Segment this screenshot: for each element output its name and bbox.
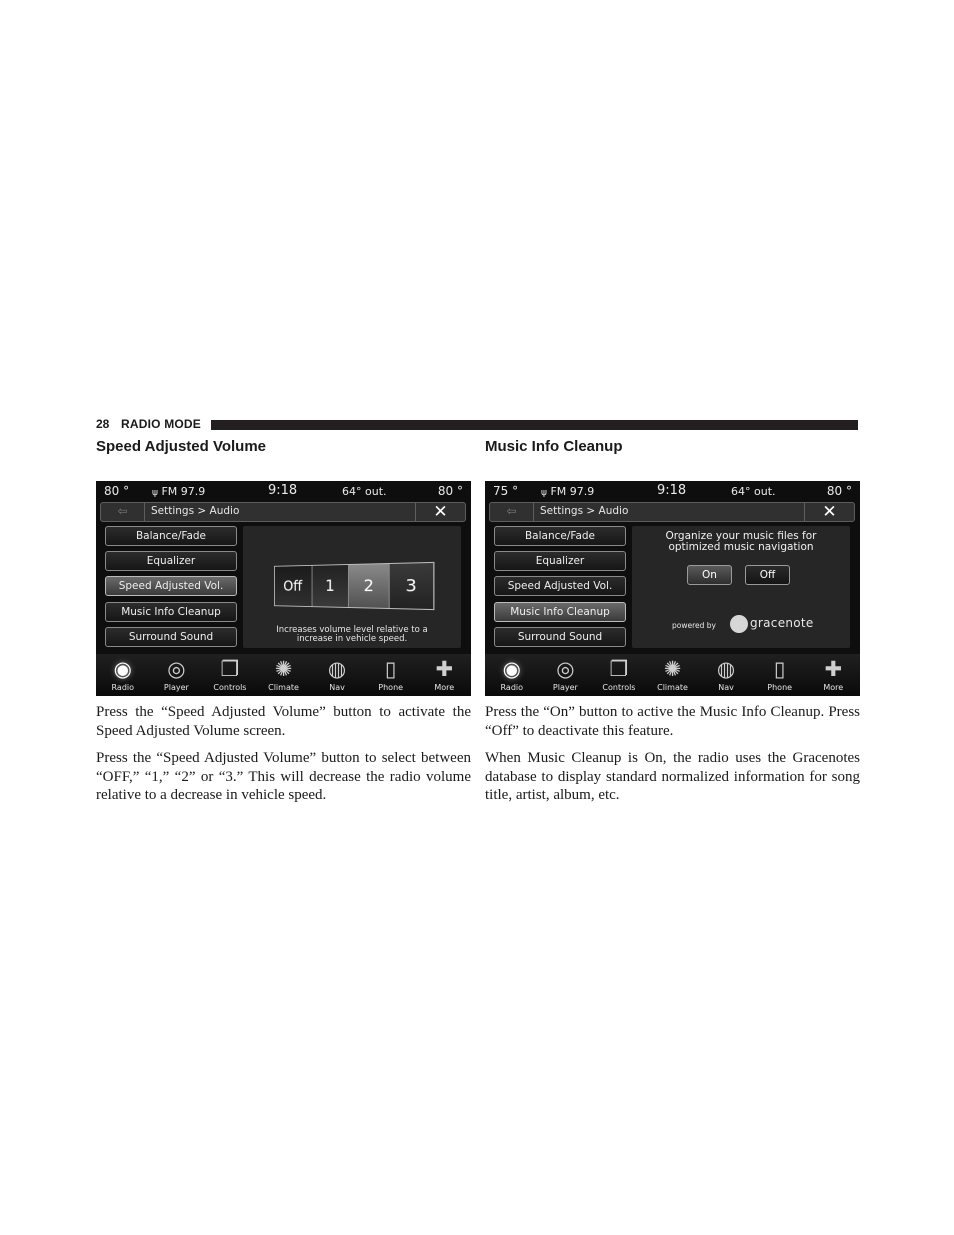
clock: 9:18 xyxy=(657,483,687,498)
breadcrumb: Settings > Audio xyxy=(540,505,629,517)
page-number: 28 xyxy=(96,417,110,431)
speed-adjusted-volume-heading: Speed Adjusted Volume xyxy=(96,438,267,455)
music-info-cleanup-heading: Music Info Cleanup xyxy=(485,438,623,455)
player-icon: ◎ xyxy=(167,657,186,681)
equalizer-button[interactable]: Equalizer xyxy=(105,551,237,571)
nav-phone[interactable]: ▯ Phone xyxy=(378,657,404,692)
nav-climate[interactable]: ✺ Climate xyxy=(268,657,299,692)
player-icon: ◎ xyxy=(556,657,575,681)
close-icon[interactable]: ✕ xyxy=(415,503,465,521)
level-off-button[interactable]: Off xyxy=(275,566,312,606)
off-button[interactable]: Off xyxy=(745,565,790,585)
close-icon[interactable]: ✕ xyxy=(804,503,854,521)
nav-nav[interactable]: ◍ Nav xyxy=(699,654,753,696)
radio-station: ψ FM 97.9 xyxy=(541,485,595,498)
compass-icon: ◍ xyxy=(716,657,736,681)
page-header xyxy=(96,417,858,431)
music-info-cleanup-screen xyxy=(485,481,860,696)
nav-more[interactable]: ✚ More xyxy=(417,654,471,696)
nav-player[interactable]: ◎ Player xyxy=(163,657,189,692)
radio-icon: ◉ xyxy=(113,657,132,681)
surround-sound-button[interactable]: Surround Sound xyxy=(105,627,237,647)
breadcrumb-bar xyxy=(100,502,466,522)
nav-nav[interactable]: ◍ Nav xyxy=(310,654,364,696)
header-rule xyxy=(211,420,858,430)
right-column xyxy=(485,438,860,814)
climate-icon: ✺ xyxy=(274,657,293,681)
nav-controls[interactable]: ❐ Controls xyxy=(213,657,247,692)
level-1-button[interactable]: 1 xyxy=(312,565,349,607)
section-title: RADIO MODE xyxy=(121,417,201,431)
level-3-button[interactable]: 3 xyxy=(390,563,433,609)
speed-volume-caption: Increases volume level relative to a increase in vehicle speed. xyxy=(276,625,428,644)
clock: 9:18 xyxy=(268,483,298,498)
status-bar xyxy=(485,481,860,501)
status-bar xyxy=(96,481,471,501)
left-column xyxy=(96,438,471,814)
plus-icon: ✚ xyxy=(435,657,454,681)
organize-prompt: Organize your music files for optimized music navigation xyxy=(665,530,817,553)
back-arrow-icon[interactable]: ⇦ xyxy=(490,503,534,521)
driver-temp: 80 ° xyxy=(104,484,130,498)
gracenote-logo-icon xyxy=(730,615,748,633)
antenna-icon: ψ xyxy=(152,488,158,498)
equalizer-button[interactable]: Equalizer xyxy=(494,551,626,571)
music-cleanup-paragraph-1: Press the “On” button to active the Music Info Cleanup. Press “Off” to deactivate this feature. xyxy=(485,704,860,739)
balance-fade-button[interactable]: Balance/Fade xyxy=(494,526,626,546)
controls-icon: ❐ xyxy=(220,657,240,681)
passenger-temp: 80 ° xyxy=(437,484,463,498)
controls-icon: ❐ xyxy=(609,657,629,681)
nav-radio[interactable]: ◉ Radio xyxy=(96,654,150,696)
antenna-icon: ψ xyxy=(541,488,547,498)
powered-by-label: powered by xyxy=(672,621,716,630)
nav-player[interactable]: ◎ Player xyxy=(552,657,578,692)
speed-adjusted-vol-button[interactable]: Speed Adjusted Vol. xyxy=(105,576,237,596)
music-info-cleanup-button[interactable]: Music Info Cleanup xyxy=(494,602,626,622)
climate-icon: ✺ xyxy=(663,657,682,681)
speed-adjusted-vol-button[interactable]: Speed Adjusted Vol. xyxy=(494,576,626,596)
back-arrow-icon[interactable]: ⇦ xyxy=(101,503,145,521)
bottom-nav-bar xyxy=(485,654,860,696)
level-2-button[interactable]: 2 xyxy=(349,564,390,608)
driver-temp: 75 ° xyxy=(493,484,519,498)
nav-controls[interactable]: ❐ Controls xyxy=(602,657,636,692)
on-button[interactable]: On xyxy=(687,565,732,585)
passenger-temp: 80 ° xyxy=(826,484,852,498)
compass-icon: ◍ xyxy=(327,657,347,681)
radio-station: ψ FM 97.9 xyxy=(152,485,206,498)
speed-volume-paragraph-2: Press the “Speed Adjusted Volume” button to select between “OFF,” “1,” “2” or “3.” This will decrease the radio volume relative to a decrease in vehicle speed. xyxy=(96,750,471,803)
nav-radio[interactable]: ◉ Radio xyxy=(485,654,539,696)
nav-phone[interactable]: ▯ Phone xyxy=(767,657,793,692)
music-cleanup-paragraph-2: When Music Cleanup is On, the radio uses the Gracenotes database to display standard normalized information for song title, artist, album, etc. xyxy=(485,750,860,803)
nav-more[interactable]: ✚ More xyxy=(806,654,860,696)
radio-icon: ◉ xyxy=(502,657,521,681)
audio-menu xyxy=(494,526,626,652)
speed-level-selector xyxy=(274,562,434,610)
plus-icon: ✚ xyxy=(824,657,843,681)
speed-volume-paragraph-1: Press the “Speed Adjusted Volume” button to activate the Speed Adjusted Volume screen. xyxy=(96,704,471,739)
outside-temp: 64° out. xyxy=(731,485,776,498)
nav-climate[interactable]: ✺ Climate xyxy=(657,657,688,692)
audio-menu xyxy=(105,526,237,652)
gracenote-wordmark: gracenote xyxy=(750,616,814,630)
speed-volume-panel xyxy=(243,526,461,648)
phone-icon: ▯ xyxy=(384,657,397,681)
breadcrumb: Settings > Audio xyxy=(151,505,240,517)
speed-adjusted-volume-screen xyxy=(96,481,471,696)
music-cleanup-panel xyxy=(632,526,850,648)
surround-sound-button[interactable]: Surround Sound xyxy=(494,627,626,647)
bottom-nav-bar xyxy=(96,654,471,696)
breadcrumb-bar xyxy=(489,502,855,522)
outside-temp: 64° out. xyxy=(342,485,387,498)
phone-icon: ▯ xyxy=(773,657,786,681)
music-info-cleanup-button[interactable]: Music Info Cleanup xyxy=(105,602,237,622)
balance-fade-button[interactable]: Balance/Fade xyxy=(105,526,237,546)
